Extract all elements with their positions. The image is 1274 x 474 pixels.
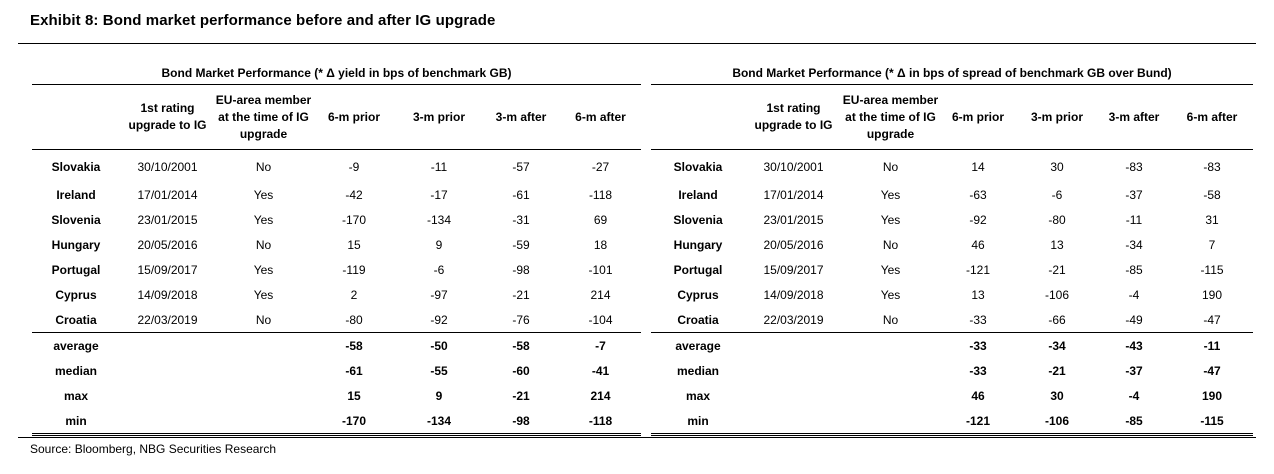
rating-date-cell: 22/03/2019 — [763, 312, 824, 327]
stat-value-6m-after: 190 — [1201, 388, 1223, 403]
rating-date-cell: 15/09/2017 — [137, 262, 198, 277]
stat-value-3m-prior: -34 — [1017, 333, 1097, 359]
value-cell-6m-prior: 13 — [971, 287, 985, 302]
stat-value-3m-prior: -50 — [396, 333, 482, 359]
eu-member-cell: Yes — [253, 262, 274, 277]
col-6m-after: 6-m after — [1171, 85, 1253, 150]
country-cell: Ireland — [56, 187, 96, 202]
value-cell-3m-after: -4 — [1128, 287, 1140, 302]
value-cell-6m-after: -101 — [588, 262, 613, 277]
table-row — [32, 150, 641, 183]
value-cell-6m-after: 7 — [1208, 237, 1216, 252]
bottom-rule — [18, 437, 1256, 438]
rating-date-cell: 23/01/2015 — [763, 212, 824, 227]
stat-value-3m-after: -58 — [482, 333, 560, 359]
stat-row — [651, 383, 1253, 408]
table-row — [651, 207, 1253, 232]
stat-value-6m-prior: 46 — [971, 388, 985, 403]
value-cell-3m-after: -37 — [1125, 187, 1143, 202]
stat-value-6m-after: -11 — [1171, 333, 1253, 359]
value-cell-6m-prior: -9 — [348, 160, 360, 174]
stat-label-cell: average — [651, 333, 745, 359]
country-cell: Portugal — [51, 262, 101, 277]
value-cell-3m-after: -83 — [1125, 160, 1143, 174]
rating-date-cell: 14/09/2018 — [137, 287, 198, 302]
country-cell: Croatia — [677, 312, 719, 327]
value-cell-3m-prior: -134 — [426, 212, 452, 227]
empty-cell — [745, 358, 842, 383]
empty-cell — [842, 383, 939, 408]
rating-date-cell: 20/05/2016 — [137, 237, 198, 252]
stat-value-6m-after: -115 — [1171, 408, 1253, 435]
rating-date-cell: 30/10/2001 — [137, 160, 198, 174]
table-row — [32, 232, 641, 257]
eu-member-cell: Yes — [253, 212, 274, 227]
stat-value-3m-prior: -21 — [1048, 363, 1066, 378]
col-rating-date: 1st rating upgrade to IG — [745, 85, 842, 150]
stat-value-3m-prior: 30 — [1050, 388, 1064, 403]
value-cell-3m-prior: -6 — [1051, 187, 1063, 202]
col-country — [651, 85, 745, 150]
empty-cell — [842, 408, 939, 435]
country-cell: Cyprus — [55, 287, 97, 302]
value-cell-3m-prior: -17 — [430, 187, 448, 202]
value-cell-3m-prior: -92 — [430, 312, 448, 327]
value-cell-6m-after: -47 — [1203, 312, 1221, 327]
country-cell: Slovakia — [51, 160, 101, 174]
stat-label-cell: max — [63, 388, 89, 403]
value-cell-6m-prior: -80 — [345, 312, 363, 327]
value-cell-3m-after: -49 — [1125, 312, 1143, 327]
rating-date-cell: 17/01/2014 — [763, 187, 824, 202]
table-row — [651, 150, 1253, 183]
value-cell-3m-after: -98 — [512, 262, 530, 277]
value-cell-6m-after: 69 — [593, 212, 608, 227]
source-note: Source: Bloomberg, NBG Securities Research — [30, 442, 277, 456]
eu-member-cell: No — [882, 237, 899, 252]
spread-table-stats — [651, 333, 1253, 435]
table-row — [651, 232, 1253, 257]
stat-row — [32, 358, 641, 383]
value-cell-3m-prior: 9 — [435, 237, 443, 252]
stat-value-6m-after: -47 — [1203, 363, 1221, 378]
stat-value-3m-after: -4 — [1128, 388, 1140, 403]
table-row — [32, 257, 641, 282]
country-cell: Slovenia — [673, 212, 723, 227]
country-cell: Ireland — [678, 187, 718, 202]
rating-date-cell: 17/01/2014 — [137, 187, 198, 202]
value-cell-6m-prior: -92 — [969, 212, 987, 227]
table-row — [651, 307, 1253, 333]
empty-cell — [120, 358, 215, 383]
stat-value-6m-after: -41 — [591, 363, 610, 378]
col-6m-after: 6-m after — [560, 85, 641, 150]
table-row — [32, 307, 641, 333]
stat-value-6m-after: 214 — [590, 388, 611, 403]
value-cell-6m-after: 214 — [590, 287, 611, 302]
empty-cell — [842, 333, 939, 359]
rating-date-cell: 22/03/2019 — [137, 312, 198, 327]
eu-member-cell: No — [255, 160, 272, 174]
value-cell-6m-after: 31 — [1205, 212, 1219, 227]
country-cell: Cyprus — [677, 287, 719, 302]
stat-value-3m-after: -85 — [1097, 408, 1171, 435]
stat-label-cell: median — [676, 363, 719, 378]
value-cell-3m-after: -61 — [512, 187, 530, 202]
stat-value-6m-after: -118 — [560, 408, 641, 435]
yield-table-caption: Bond Market Performance (* Δ yield in bps of benchmark GB) — [32, 62, 641, 85]
value-cell-6m-after: -118 — [588, 187, 613, 202]
empty-cell — [215, 408, 312, 435]
col-3m-after: 3-m after — [482, 85, 560, 150]
value-cell-3m-prior: -66 — [1048, 312, 1066, 327]
value-cell-6m-prior: -42 — [345, 187, 363, 202]
eu-member-cell: Yes — [880, 187, 901, 202]
table-row — [651, 282, 1253, 307]
stat-value-6m-prior: 15 — [347, 388, 361, 403]
value-cell-6m-prior: 14 — [971, 160, 985, 174]
eu-member-cell: No — [255, 237, 272, 252]
empty-cell — [215, 358, 312, 383]
country-cell: Croatia — [55, 312, 97, 327]
value-cell-3m-after: -59 — [512, 237, 530, 252]
value-cell-3m-after: -11 — [1125, 212, 1143, 227]
value-cell-6m-after: 18 — [593, 237, 608, 252]
empty-cell — [745, 383, 842, 408]
empty-cell — [120, 408, 215, 435]
table-row — [651, 182, 1253, 207]
stat-value-3m-after: -43 — [1097, 333, 1171, 359]
stat-value-3m-after: -60 — [512, 363, 530, 378]
value-cell-3m-after: -34 — [1125, 237, 1143, 252]
value-cell-6m-after: -83 — [1203, 160, 1221, 174]
value-cell-6m-after: -58 — [1203, 187, 1221, 202]
value-cell-6m-prior: -63 — [969, 187, 987, 202]
stat-row — [651, 358, 1253, 383]
stat-label-cell: median — [54, 363, 97, 378]
col-eu-member: EU-area member at the time of IG upgrade — [842, 85, 939, 150]
value-cell-3m-prior: -21 — [1048, 262, 1066, 277]
yield-table-stats — [32, 333, 641, 435]
country-cell: Portugal — [673, 262, 723, 277]
stat-value-3m-after: -98 — [482, 408, 560, 435]
rating-date-cell: 14/09/2018 — [763, 287, 824, 302]
table-row — [651, 257, 1253, 282]
value-cell-6m-prior: 15 — [347, 237, 361, 252]
stat-label-cell: average — [32, 333, 120, 359]
stat-row — [651, 333, 1253, 359]
value-cell-3m-after: -85 — [1125, 262, 1143, 277]
eu-member-cell: No — [255, 312, 272, 327]
eu-member-cell: Yes — [880, 287, 901, 302]
col-country — [32, 85, 120, 150]
value-cell-6m-after: 190 — [1201, 287, 1223, 302]
yield-table-body — [32, 150, 641, 333]
stat-value-6m-after: -7 — [560, 333, 641, 359]
value-cell-3m-prior: 30 — [1050, 160, 1064, 174]
empty-cell — [120, 333, 215, 359]
stat-value-3m-prior: 9 — [435, 388, 443, 403]
empty-cell — [745, 408, 842, 435]
stat-value-3m-prior: -55 — [430, 363, 448, 378]
country-cell: Hungary — [51, 237, 101, 252]
stat-row — [32, 333, 641, 359]
value-cell-6m-after: -115 — [1200, 262, 1224, 277]
col-3m-after: 3-m after — [1097, 85, 1171, 150]
value-cell-6m-prior: 46 — [971, 237, 985, 252]
stat-value-6m-prior: -121 — [939, 408, 1017, 435]
stat-label-cell: min — [32, 408, 120, 435]
eu-member-cell: No — [882, 160, 899, 174]
value-cell-6m-prior: 2 — [350, 287, 358, 302]
empty-cell — [215, 383, 312, 408]
col-6m-prior: 6-m prior — [939, 85, 1017, 150]
stat-value-6m-prior: -61 — [345, 363, 363, 378]
top-rule — [18, 43, 1256, 44]
value-cell-6m-prior: -119 — [342, 262, 366, 277]
spread-table-body — [651, 150, 1253, 333]
value-cell-3m-after: -76 — [512, 312, 530, 327]
stat-row — [651, 408, 1253, 435]
eu-member-cell: No — [882, 312, 899, 327]
value-cell-6m-prior: -121 — [965, 262, 991, 277]
value-cell-3m-after: -21 — [512, 287, 530, 302]
country-cell: Slovakia — [673, 160, 723, 174]
stat-row — [32, 408, 641, 435]
eu-member-cell: Yes — [880, 212, 901, 227]
table-row — [32, 182, 641, 207]
stat-row — [32, 383, 641, 408]
empty-cell — [842, 358, 939, 383]
eu-member-cell: Yes — [880, 262, 901, 277]
value-cell-3m-prior: -11 — [430, 160, 448, 174]
stat-value-3m-prior: -106 — [1017, 408, 1097, 435]
stat-value-3m-prior: -134 — [396, 408, 482, 435]
value-cell-3m-prior: -106 — [1044, 287, 1070, 302]
col-eu-member: EU-area member at the time of IG upgrade — [215, 85, 312, 150]
value-cell-3m-prior: 13 — [1050, 237, 1064, 252]
country-cell: Hungary — [673, 237, 723, 252]
value-cell-3m-after: -57 — [512, 160, 530, 174]
stat-value-3m-after: -21 — [512, 388, 530, 403]
spread-table — [651, 62, 1253, 436]
left-panel — [32, 62, 641, 436]
stat-value-6m-prior: -33 — [969, 363, 987, 378]
col-3m-prior: 3-m prior — [396, 85, 482, 150]
value-cell-3m-after: -31 — [512, 212, 530, 227]
stat-label-cell: max — [685, 388, 711, 403]
value-cell-6m-prior: -33 — [969, 312, 987, 327]
stat-label-cell: min — [651, 408, 745, 435]
stat-value-3m-after: -37 — [1125, 363, 1143, 378]
exhibit-title: Exhibit 8: Bond market performance before and after IG upgrade — [30, 12, 496, 29]
col-6m-prior: 6-m prior — [312, 85, 396, 150]
empty-cell — [745, 333, 842, 359]
stat-value-6m-prior: -58 — [312, 333, 396, 359]
empty-cell — [215, 333, 312, 359]
empty-cell — [120, 383, 215, 408]
rating-date-cell: 20/05/2016 — [763, 237, 824, 252]
rating-date-cell: 23/01/2015 — [137, 212, 198, 227]
table-row — [32, 282, 641, 307]
rating-date-cell: 15/09/2017 — [763, 262, 824, 277]
spread-table-caption: Bond Market Performance (* Δ in bps of spread of benchmark GB over Bund) — [651, 62, 1253, 85]
value-cell-3m-prior: -97 — [430, 287, 448, 302]
yield-table — [32, 62, 641, 436]
value-cell-6m-after: -27 — [591, 160, 610, 174]
value-cell-6m-after: -104 — [588, 312, 613, 327]
stat-value-6m-prior: -33 — [939, 333, 1017, 359]
eu-member-cell: Yes — [253, 187, 274, 202]
table-row — [32, 207, 641, 232]
stat-value-6m-prior: -170 — [312, 408, 396, 435]
value-cell-3m-prior: -80 — [1048, 212, 1066, 227]
col-rating-date: 1st rating upgrade to IG — [120, 85, 215, 150]
right-panel — [651, 62, 1253, 436]
value-cell-6m-prior: -170 — [341, 212, 367, 227]
eu-member-cell: Yes — [253, 287, 274, 302]
rating-date-cell: 30/10/2001 — [763, 160, 824, 174]
country-cell: Slovenia — [51, 212, 101, 227]
value-cell-3m-prior: -6 — [433, 262, 445, 277]
col-3m-prior: 3-m prior — [1017, 85, 1097, 150]
